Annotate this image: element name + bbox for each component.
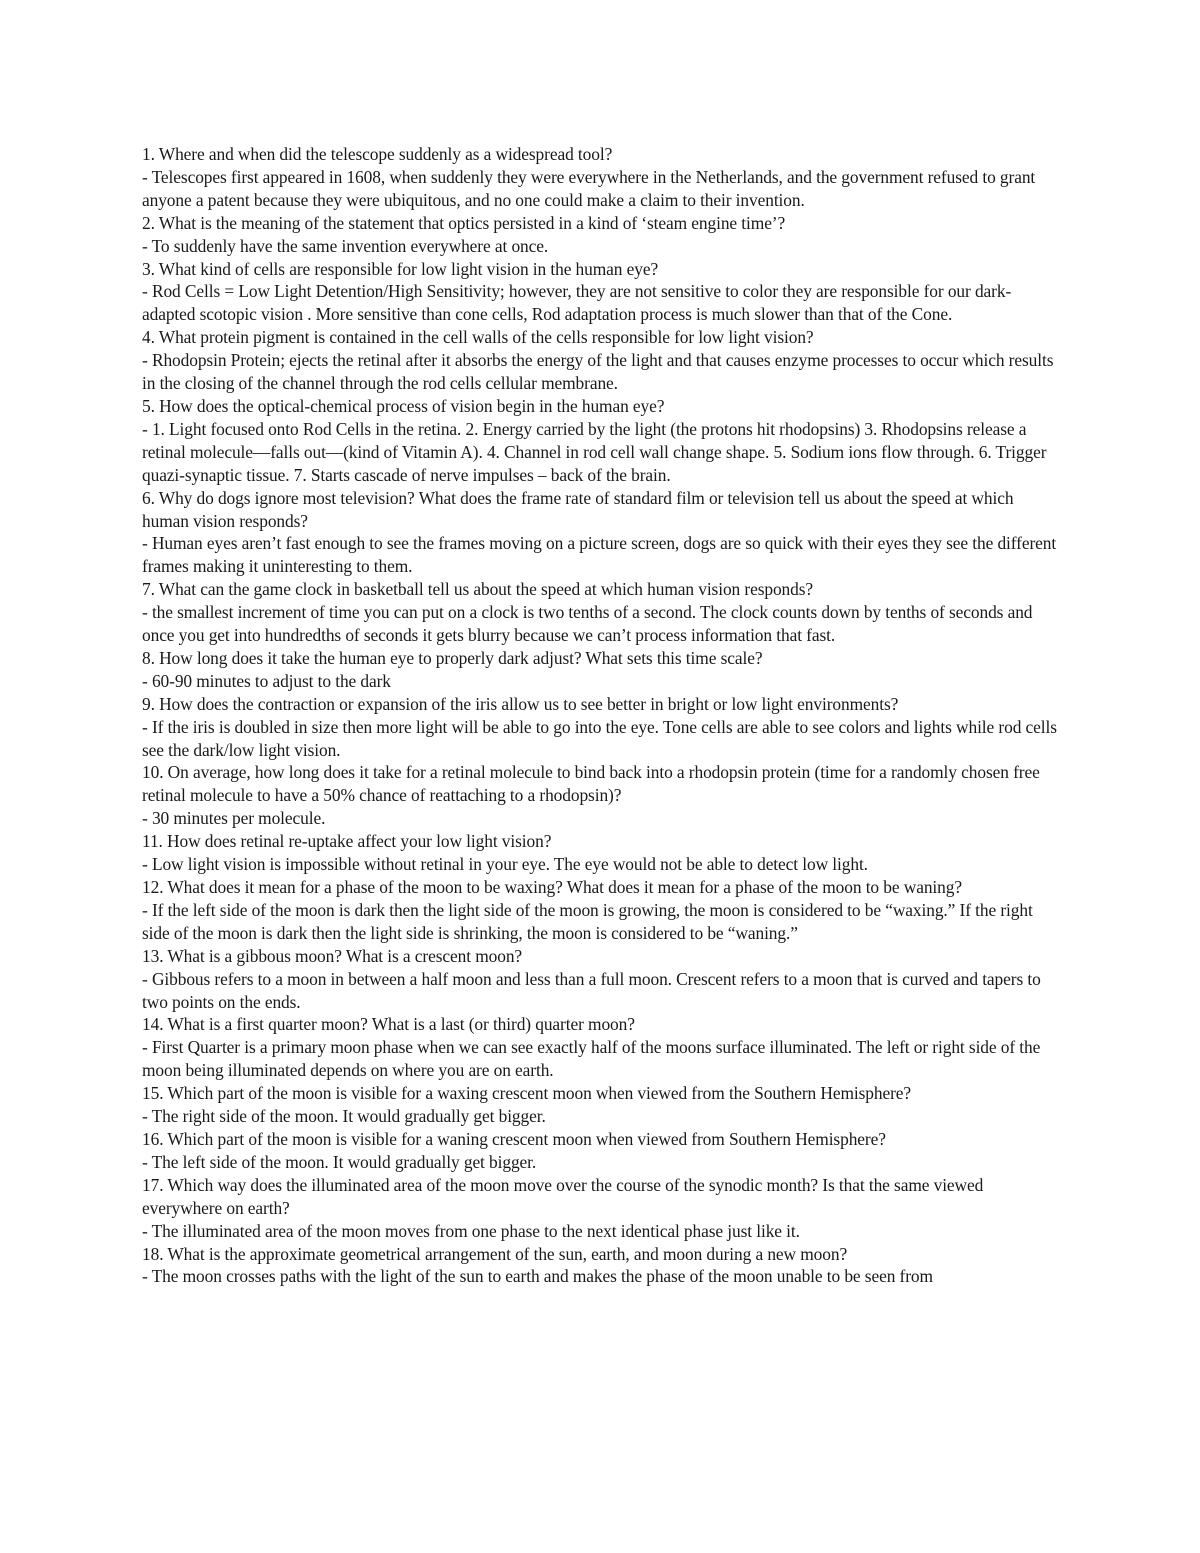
answer-1: - Telescopes first appeared in 1608, when suddenly they were everywhere in the Netherlands, and the government refused to grant anyone a patent because they were ubiquitous, and no one could make a claim to their invention. — [142, 166, 1036, 210]
answer-14: - First Quarter is a primary moon phase when we can see exactly half of the moons surface illuminated. The left or right side of the moon being illuminated depends on where you are on earth. — [142, 1037, 1041, 1081]
question-4: 4. What protein pigment is contained in the cell walls of the cells responsible for low light vision? — [142, 327, 814, 348]
answer-6: - Human eyes aren’t fast enough to see the frames moving on a picture screen, dogs are so quick with their eyes they see the different frames making it uninteresting to them. — [142, 533, 1057, 577]
answer-12: - If the left side of the moon is dark then the light side of the moon is growing, the moon is considered to be “waxing.” If the right side of the moon is dark then the light side is shrinking, the moon is considered to be “waning.” — [142, 899, 1033, 943]
question-3: 3. What kind of cells are responsible for low light vision in the human eye? — [142, 258, 659, 279]
answer-7: - the smallest increment of time you can put on a clock is two tenths of a second. The clock counts down by tenths of seconds and once you get into hundredths of seconds it gets blurry because we can’t process information that fast. — [142, 602, 1033, 646]
answer-18: - The moon crosses paths with the light of the sun to earth and makes the phase of the moon unable to be seen from — [142, 1266, 933, 1287]
answer-11: - Low light vision is impossible without retinal in your eye. The eye would not be able to detect low light. — [142, 854, 868, 875]
answer-10: - 30 minutes per molecule. — [142, 808, 326, 829]
answer-2: - To suddenly have the same invention everywhere at once. — [142, 235, 549, 256]
question-1: 1. Where and when did the telescope suddenly as a widespread tool? — [142, 144, 613, 164]
answer-13: - Gibbous refers to a moon in between a half moon and less than a full moon. Crescent refers to a moon that is curved and tapers to two points on the ends. — [142, 968, 1041, 1012]
answer-17: - The illuminated area of the moon moves from one phase to the next identical phase just like it. — [142, 1220, 800, 1241]
question-10: 10. On average, how long does it take for a retinal molecule to bind back into a rhodopsin protein (time for a randomly chosen free retinal molecule to have a 50% chance of reattaching to a rhodopsin)? — [142, 762, 1040, 806]
question-17: 17. Which way does the illuminated area of the moon move over the course of the synodic month? Is that the same viewed everywhere on earth? — [142, 1174, 984, 1218]
question-6: 6. Why do dogs ignore most television? What does the frame rate of standard film or television tell us about the speed at which human vision responds? — [142, 487, 1014, 531]
question-14: 14. What is a first quarter moon? What is a last (or third) quarter moon? — [142, 1014, 635, 1035]
answer-5: - 1. Light focused onto Rod Cells in the retina. 2. Energy carried by the light (the protons hit rhodopsins) 3. Rhodopsins release a retinal molecule—falls out—(kind of Vitamin A). 4. Channel in rod cell wall change shape. 5. Sodium ions flow through. 6. Trigger quazi-synaptic tissue. 7. Starts cascade of nerve impulses – back of the brain. — [142, 418, 1047, 485]
question-5: 5. How does the optical-chemical process of vision begin in the human eye? — [142, 395, 665, 416]
answer-9: - If the iris is doubled in size then more light will be able to go into the eye. Tone cells are able to see colors and lights while rod cells see the dark/low light vision. — [142, 716, 1057, 760]
answer-16: - The left side of the moon. It would gradually get bigger. — [142, 1151, 537, 1172]
question-13: 13. What is a gibbous moon? What is a crescent moon? — [142, 945, 523, 966]
answer-4: - Rhodopsin Protein; ejects the retinal after it absorbs the energy of the light and that causes enzyme processes to occur which results in the closing of the channel through the rod cells cellular membrane. — [142, 350, 1054, 394]
question-8: 8. How long does it take the human eye to properly dark adjust? What sets this time scale? — [142, 647, 763, 668]
question-15: 15. Which part of the moon is visible for a waxing crescent moon when viewed from the Southern Hemisphere? — [142, 1083, 912, 1104]
question-2: 2. What is the meaning of the statement that optics persisted in a kind of ‘steam engine time’? — [142, 212, 786, 233]
question-7: 7. What can the game clock in basketball tell us about the speed at which human vision responds? — [142, 579, 814, 600]
question-16: 16. Which part of the moon is visible for a waning crescent moon when viewed from Southern Hemisphere? — [142, 1128, 886, 1149]
answer-8: - 60-90 minutes to adjust to the dark — [142, 670, 391, 691]
question-9: 9. How does the contraction or expansion of the iris allow us to see better in bright or low light environments? — [142, 693, 899, 714]
question-18: 18. What is the approximate geometrical arrangement of the sun, earth, and moon during a new moon? — [142, 1243, 848, 1264]
answer-15: - The right side of the moon. It would gradually get bigger. — [142, 1106, 546, 1127]
question-11: 11. How does retinal re-uptake affect your low light vision? — [142, 831, 552, 852]
document-body — [142, 143, 1062, 1288]
question-12: 12. What does it mean for a phase of the moon to be waxing? What does it mean for a phase of the moon to be waning? — [142, 877, 962, 897]
answer-3: - Rod Cells = Low Light Detention/High Sensitivity; however, they are not sensitive to color they are responsible for our dark-adapted scotopic vision . More sensitive than cone cells, Rod adaptation process is much slower than that of the Cone. — [142, 281, 1012, 325]
